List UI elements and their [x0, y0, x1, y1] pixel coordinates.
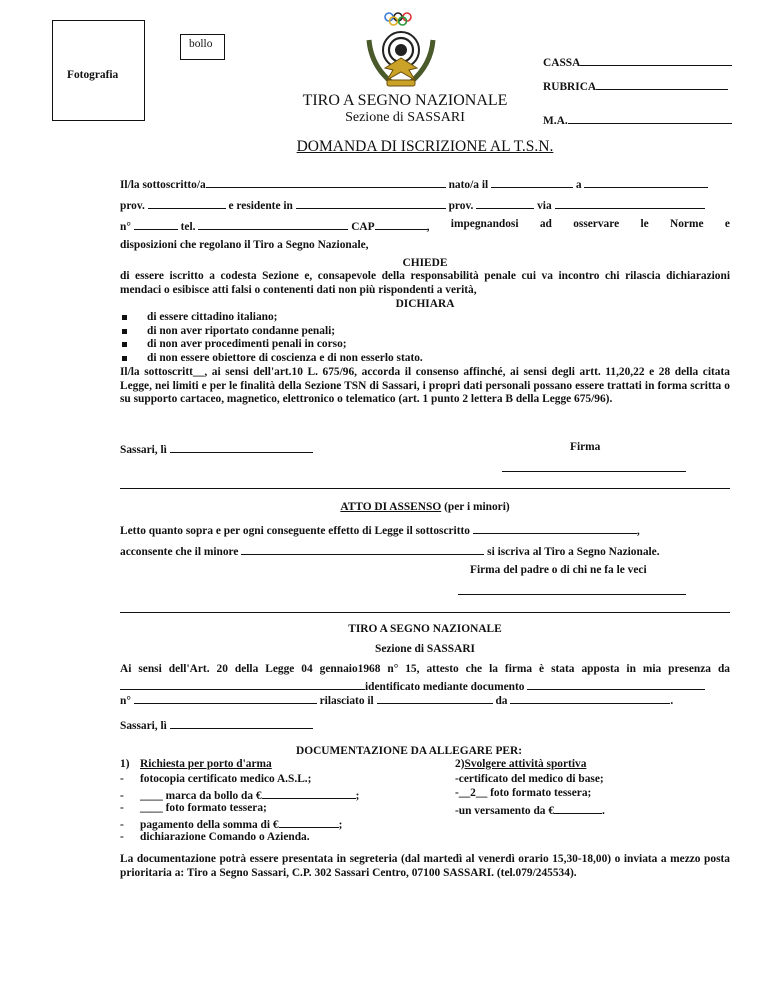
residence-prov-input[interactable] [476, 197, 534, 209]
consent-line-1 [120, 522, 640, 539]
pledge-word: Norme [670, 218, 704, 230]
pledge-word: ad [539, 218, 552, 230]
minor-name-input[interactable] [241, 543, 484, 555]
payment-amount-input[interactable] [279, 816, 339, 828]
bullet-icon [122, 329, 127, 334]
divider [120, 612, 730, 613]
docs-left-item-text: ____ foto formato tessera; [140, 801, 267, 814]
bullet-icon [122, 342, 127, 347]
declaration-item [120, 311, 730, 325]
guardian-sign-label: Firma del padre o di chi ne fa le veci [470, 564, 647, 576]
cassa-label: CASSA [543, 57, 581, 69]
privacy-consent-text: Il/la sottoscritt__, ai sensi dell'art.10 L. 675/96, accorda il consenso affinché, ai sensi degli artt. 11,20,22 e 28 della citata Legge, nei limiti e per le finalità della Sezione TSN di Sassari, i propri dati personali possano essere trattati in forma scritta o su supporto cartaceo, magnetico, elettronico o telematico (art. 1 punto 2 lettera B della Legge 675/96). [120, 366, 730, 406]
docs-left-item [120, 773, 359, 788]
cert-number-label: n° [120, 695, 131, 707]
dash: - [120, 819, 124, 831]
cert-date-input[interactable] [170, 717, 313, 729]
docs-left-item-end: ; [355, 790, 360, 802]
cert-section: Sezione di SASSARI [374, 643, 475, 655]
stamp-label: bollo [189, 38, 213, 50]
born-label: nato/a il [448, 179, 489, 191]
prov-label: prov. [120, 200, 145, 212]
consent-line1-end: , [636, 525, 640, 537]
resident-label: e residente in [228, 200, 293, 212]
cert-place-date [120, 717, 313, 734]
consent-title [120, 501, 730, 515]
declaration-list [120, 311, 730, 366]
pledge-word: e [724, 218, 730, 230]
docs-left-item-text: pagamento della somma di € [140, 819, 279, 831]
cert-place-date-label: Sassari, lì [120, 720, 167, 732]
docs-right-end: . [602, 804, 605, 817]
cassa-field[interactable] [543, 54, 732, 71]
docs-left-item-text: fotocopia certificato medico A.S.L.; [140, 772, 312, 785]
bullet-icon [122, 315, 127, 320]
section-name: Sezione di SASSARI [345, 110, 465, 125]
cap-input[interactable] [375, 218, 427, 230]
place-date-field [120, 441, 313, 458]
consent-title-note: (per i minori) [444, 501, 510, 513]
dash: - [120, 801, 124, 814]
docs-right-item: -__2__ foto formato tessera; [455, 787, 592, 799]
consent-line-2 [120, 543, 660, 560]
rubrica-line[interactable] [596, 78, 728, 90]
tel-label: tel. [180, 221, 196, 233]
cert-identified-label: identificato mediante documento [365, 681, 525, 693]
cert-by-label: da [495, 695, 508, 707]
cert-org: TIRO A SEGNO NAZIONALE [348, 623, 502, 635]
pledge-line-2: disposizioni che regolano il Tiro a Segno Nazionale, [120, 239, 369, 251]
deposit-amount-input[interactable] [554, 802, 602, 814]
cert-text: Ai sensi dell'Art. 20 della Legge 04 gennaio1968 n° 15, attesto che la firma è stata apposta in mia presenza da [120, 663, 730, 675]
photo-box [52, 20, 145, 121]
applicant-line-2 [120, 197, 705, 214]
phone-input[interactable] [198, 218, 348, 230]
birthdate-input[interactable] [491, 176, 573, 188]
applicant-line-1 [120, 176, 708, 193]
form-title: DOMANDA DI ISCRIZIONE AL T.S.N. [296, 138, 554, 155]
birthplace-input[interactable] [584, 176, 708, 188]
declaration-heading: DICHIARA [395, 298, 455, 310]
bullet-icon [122, 356, 127, 361]
stamp-amount-input[interactable] [262, 787, 356, 799]
cert-line-3 [120, 692, 673, 709]
signature-line[interactable] [502, 460, 686, 472]
cassa-line[interactable] [580, 54, 732, 66]
rubrica-field[interactable] [543, 78, 728, 95]
docs-left-item [120, 802, 359, 817]
document-number-input[interactable] [134, 692, 317, 704]
birthplace-label: a [575, 179, 582, 191]
issue-date-input[interactable] [377, 692, 493, 704]
guardian-signature-line[interactable] [458, 583, 686, 595]
consent-line1-text: Letto quanto sopra e per ogni conseguente effetto di Legge il sottoscritto [120, 525, 471, 537]
consent-line2-b: si iscriva al Tiro a Segno Nazionale. [487, 546, 660, 558]
ma-field[interactable] [543, 112, 732, 129]
number-label: n° [120, 221, 131, 233]
docs-left-item [120, 816, 359, 831]
prov2-label: prov. [448, 200, 474, 212]
residence-input[interactable] [296, 197, 446, 209]
cert-issued-label: rilasciato il [319, 695, 374, 707]
declaration-item-text: di essere cittadino italiano; [147, 311, 278, 323]
docs-right-title-text: Svolgere attività sportiva [464, 758, 587, 770]
divider [120, 488, 730, 489]
document-type-input[interactable] [527, 678, 705, 690]
via-label: via [537, 200, 552, 212]
guardian-name-input[interactable] [473, 522, 637, 534]
dash: - [120, 790, 124, 802]
undersigned-label: Il/la sottoscritto/a [120, 179, 206, 191]
signer-name-input[interactable] [120, 678, 365, 690]
docs-left-item-text: dichiarazione Comando o Azienda. [140, 830, 310, 843]
name-input[interactable] [206, 176, 446, 188]
place-date-label: Sassari, lì [120, 444, 167, 456]
birth-prov-input[interactable] [148, 197, 226, 209]
pledge-word: le [640, 218, 649, 230]
docs-left-list [120, 758, 359, 845]
pledge-word: osservare [573, 218, 620, 230]
street-input[interactable] [555, 197, 705, 209]
request-heading: CHIEDE [402, 257, 448, 269]
declaration-item-text: di non essere obiettore di coscienza e di non esserlo stato. [147, 352, 423, 365]
docs-right-num: 2) [455, 758, 465, 770]
ma-line[interactable] [568, 112, 732, 124]
cap-label: CAP [351, 221, 375, 233]
docs-right-list [455, 758, 605, 816]
tsn-emblem-logo [363, 10, 443, 96]
declaration-item [120, 338, 730, 352]
docs-left-title-text: Richiesta per porto d'arma [140, 758, 272, 770]
docs-right-title [455, 758, 605, 773]
pledge-word: impegnandosi [450, 218, 519, 230]
photo-label: Fotografia [67, 69, 119, 81]
date-input[interactable] [170, 441, 313, 453]
footer-note: La documentazione potrà essere presentata in segreteria (dal martedì al venerdì orario 15,30-18,00) o inviata a mezzo posta prioritaria a: Tiro a Segno Sassari, C.P. 302 Sassari Centro, 07100 SASSARI. (tel.079/245534). [120, 853, 730, 879]
dash: - [120, 830, 124, 843]
docs-left-item [120, 787, 359, 802]
declaration-item [120, 352, 730, 366]
docs-right-item-text: -un versamento da € [455, 804, 555, 817]
cert-end: . [670, 695, 674, 707]
rubrica-label: RUBRICA [543, 81, 597, 93]
docs-right-item: -certificato del medico di base; [455, 772, 604, 785]
consent-line2-a: acconsente che il minore [120, 546, 239, 558]
docs-left-title [120, 758, 359, 773]
dash: - [120, 772, 124, 785]
docs-left-item-text: ____ marca da bollo da € [140, 790, 262, 802]
house-number-input[interactable] [134, 218, 178, 230]
docs-left-item [120, 831, 359, 846]
applicant-line-3 [120, 218, 730, 235]
docs-left-item-end: ; [338, 819, 343, 831]
request-text: di essere iscritto a codesta Sezione e, consapevole della responsabilità penale cui va incontro chi rilascia dichiarazioni mendaci o esibisce atti falsi o contenenti dati non più rispondenti a verità, [120, 270, 730, 296]
docs-heading: DOCUMENTAZIONE DA ALLEGARE PER: [296, 745, 523, 757]
docs-right-item [455, 802, 605, 817]
declaration-item [120, 325, 730, 339]
declaration-item-text: di non aver procedimenti penali in corso; [147, 338, 347, 351]
pledge-word: , [426, 221, 430, 233]
docs-left-num: 1) [120, 758, 130, 770]
ma-label: M.A. [543, 115, 568, 127]
org-name: TIRO A SEGNO NAZIONALE [302, 92, 508, 109]
consent-title-text: ATTO DI ASSENSO [340, 501, 442, 513]
declaration-item-text: di non aver riportato condanne penali; [147, 324, 336, 337]
signature-label: Firma [570, 441, 601, 453]
stamp-box [180, 34, 225, 60]
issuer-input[interactable] [510, 692, 670, 704]
